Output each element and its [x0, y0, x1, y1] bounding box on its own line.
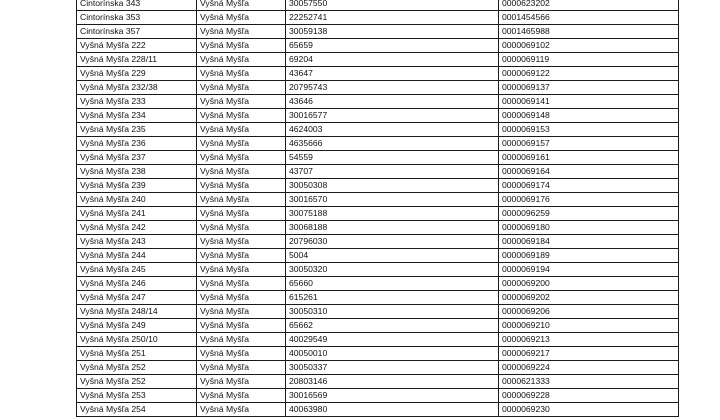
municipality-cell: Vyšná Myšľa [197, 25, 286, 39]
table-row [77, 95, 679, 109]
address-cell: Vyšná Myšľa 234 [77, 109, 197, 123]
municipality-cell: Vyšná Myšľa [197, 221, 286, 235]
table-row [77, 207, 679, 221]
point-id-cell: 0000069180 [499, 221, 679, 235]
municipality-cell: Vyšná Myšľa [197, 249, 286, 263]
address-cell: Vyšná Myšľa 245 [77, 263, 197, 277]
address-cell: Vyšná Myšľa 235 [77, 123, 197, 137]
table-row [77, 151, 679, 165]
meter-number-cell: 30059138 [286, 25, 499, 39]
table-row [77, 235, 679, 249]
point-id-cell: 0000069184 [499, 235, 679, 249]
meter-number-cell: 30050310 [286, 305, 499, 319]
table-row [77, 249, 679, 263]
meter-number-cell: 65660 [286, 277, 499, 291]
meter-number-cell: 20795743 [286, 81, 499, 95]
table-row [77, 277, 679, 291]
municipality-cell: Vyšná Myšľa [197, 81, 286, 95]
table-row [77, 193, 679, 207]
table-row [77, 179, 679, 193]
municipality-cell: Vyšná Myšľa [197, 305, 286, 319]
municipality-cell: Vyšná Myšľa [197, 179, 286, 193]
municipality-cell: Vyšná Myšľa [197, 11, 286, 25]
point-id-cell: 0000069230 [499, 403, 679, 417]
address-cell: Vyšná Myšľa 247 [77, 291, 197, 305]
address-cell: Vyšná Myšľa 243 [77, 235, 197, 249]
table-row [77, 389, 679, 403]
address-cell: Vyšná Myšľa 229 [77, 67, 197, 81]
municipality-cell: Vyšná Myšľa [197, 165, 286, 179]
point-id-cell: 0000069148 [499, 109, 679, 123]
address-cell: Vyšná Myšľa 248/14 [77, 305, 197, 319]
municipality-cell: Vyšná Myšľa [197, 193, 286, 207]
meter-number-cell: 20803146 [286, 375, 499, 389]
point-id-cell: 0000069102 [499, 39, 679, 53]
municipality-cell: Vyšná Myšľa [197, 403, 286, 417]
table-row [77, 25, 679, 39]
point-id-cell: 0000069200 [499, 277, 679, 291]
meter-number-cell: 43707 [286, 165, 499, 179]
municipality-cell: Vyšná Myšľa [197, 333, 286, 347]
point-id-cell: 0000069161 [499, 151, 679, 165]
address-cell: Vyšná Myšľa 246 [77, 277, 197, 291]
meter-number-cell: 69204 [286, 53, 499, 67]
municipality-cell: Vyšná Myšľa [197, 123, 286, 137]
address-cell: Vyšná Myšľa 238 [77, 165, 197, 179]
point-id-cell: 0000069210 [499, 319, 679, 333]
address-cell: Vyšná Myšľa 239 [77, 179, 197, 193]
point-id-cell: 0000069189 [499, 249, 679, 263]
municipality-cell: Vyšná Myšľa [197, 67, 286, 81]
municipality-cell: Vyšná Myšľa [197, 137, 286, 151]
meter-number-cell: 22252741 [286, 11, 499, 25]
address-cell: Vyšná Myšľa 251 [77, 347, 197, 361]
meter-number-cell: 30050320 [286, 263, 499, 277]
municipality-cell: Vyšná Myšľa [197, 319, 286, 333]
address-cell: Vyšná Myšľa 233 [77, 95, 197, 109]
point-id-cell: 0000621333 [499, 375, 679, 389]
point-id-cell: 0000069164 [499, 165, 679, 179]
table-row [77, 319, 679, 333]
point-id-cell: 0000069213 [499, 333, 679, 347]
meter-number-cell: 43647 [286, 67, 499, 81]
table-row [77, 39, 679, 53]
point-id-cell: 0000069176 [499, 193, 679, 207]
address-cell: Cintorínska 353 [77, 11, 197, 25]
table-row [77, 67, 679, 81]
municipality-cell: Vyšná Myšľa [197, 207, 286, 221]
table-row [77, 165, 679, 179]
address-meter-table [76, 0, 679, 417]
point-id-cell: 0000069119 [499, 53, 679, 67]
address-cell: Vyšná Myšľa 252 [77, 375, 197, 389]
point-id-cell: 0000069228 [499, 389, 679, 403]
point-id-cell: 0000069206 [499, 305, 679, 319]
address-cell: Cintorínska 343 [77, 0, 197, 11]
table-row [77, 221, 679, 235]
municipality-cell: Vyšná Myšľa [197, 109, 286, 123]
point-id-cell: 0000069122 [499, 67, 679, 81]
table-row [77, 81, 679, 95]
point-id-cell: 0000623202 [499, 0, 679, 11]
point-id-cell: 0000069194 [499, 263, 679, 277]
point-id-cell: 0000069174 [499, 179, 679, 193]
table-row [77, 361, 679, 375]
meter-number-cell: 615261 [286, 291, 499, 305]
meter-number-cell: 4635666 [286, 137, 499, 151]
meter-number-cell: 43646 [286, 95, 499, 109]
meter-number-cell: 30075188 [286, 207, 499, 221]
address-cell: Vyšná Myšľa 232/38 [77, 81, 197, 95]
point-id-cell: 0000069137 [499, 81, 679, 95]
point-id-cell: 0000069157 [499, 137, 679, 151]
table-row [77, 137, 679, 151]
address-cell: Cintorínska 357 [77, 25, 197, 39]
meter-number-cell: 40063980 [286, 403, 499, 417]
meter-number-cell: 40029549 [286, 333, 499, 347]
point-id-cell: 0000069217 [499, 347, 679, 361]
meter-number-cell: 30016570 [286, 193, 499, 207]
table-row [77, 403, 679, 417]
meter-number-cell: 30050308 [286, 179, 499, 193]
meter-number-cell: 20796030 [286, 235, 499, 249]
point-id-cell: 0001454566 [499, 11, 679, 25]
municipality-cell: Vyšná Myšľa [197, 375, 286, 389]
address-cell: Vyšná Myšľa 242 [77, 221, 197, 235]
address-cell: Vyšná Myšľa 236 [77, 137, 197, 151]
point-id-cell: 0000096259 [499, 207, 679, 221]
point-id-cell: 0000069202 [499, 291, 679, 305]
meter-number-cell: 30057550 [286, 0, 499, 11]
address-cell: Vyšná Myšľa 222 [77, 39, 197, 53]
meter-number-cell: 65662 [286, 319, 499, 333]
municipality-cell: Vyšná Myšľa [197, 347, 286, 361]
municipality-cell: Vyšná Myšľa [197, 53, 286, 67]
address-cell: Vyšná Myšľa 240 [77, 193, 197, 207]
address-cell: Vyšná Myšľa 250/10 [77, 333, 197, 347]
municipality-cell: Vyšná Myšľa [197, 263, 286, 277]
table-row [77, 123, 679, 137]
address-cell: Vyšná Myšľa 252 [77, 361, 197, 375]
table-row [77, 11, 679, 25]
municipality-cell: Vyšná Myšľa [197, 0, 286, 11]
table-row [77, 305, 679, 319]
point-id-cell: 0000069224 [499, 361, 679, 375]
meter-number-cell: 4624003 [286, 123, 499, 137]
address-cell: Vyšná Myšľa 241 [77, 207, 197, 221]
municipality-cell: Vyšná Myšľa [197, 151, 286, 165]
table-row [77, 0, 679, 11]
meter-number-cell: 30068188 [286, 221, 499, 235]
municipality-cell: Vyšná Myšľa [197, 291, 286, 305]
address-cell: Vyšná Myšľa 254 [77, 403, 197, 417]
municipality-cell: Vyšná Myšľa [197, 389, 286, 403]
table-row [77, 347, 679, 361]
table-row [77, 375, 679, 389]
municipality-cell: Vyšná Myšľa [197, 361, 286, 375]
address-cell: Vyšná Myšľa 249 [77, 319, 197, 333]
table-row [77, 109, 679, 123]
meter-number-cell: 30050337 [286, 361, 499, 375]
address-cell: Vyšná Myšľa 244 [77, 249, 197, 263]
meter-number-cell: 5004 [286, 249, 499, 263]
meter-number-cell: 40050010 [286, 347, 499, 361]
address-cell: Vyšná Myšľa 253 [77, 389, 197, 403]
meter-number-cell: 30016577 [286, 109, 499, 123]
meter-number-cell: 54559 [286, 151, 499, 165]
municipality-cell: Vyšná Myšľa [197, 95, 286, 109]
point-id-cell: 0000069141 [499, 95, 679, 109]
meter-number-cell: 30016569 [286, 389, 499, 403]
address-cell: Vyšná Myšľa 237 [77, 151, 197, 165]
municipality-cell: Vyšná Myšľa [197, 235, 286, 249]
table-row [77, 263, 679, 277]
address-cell: Vyšná Myšľa 228/11 [77, 53, 197, 67]
table-body [77, 0, 679, 417]
municipality-cell: Vyšná Myšľa [197, 39, 286, 53]
table-row [77, 53, 679, 67]
point-id-cell: 0001465988 [499, 25, 679, 39]
municipality-cell: Vyšná Myšľa [197, 277, 286, 291]
table-row [77, 333, 679, 347]
point-id-cell: 0000069153 [499, 123, 679, 137]
table-row [77, 291, 679, 305]
meter-number-cell: 65659 [286, 39, 499, 53]
